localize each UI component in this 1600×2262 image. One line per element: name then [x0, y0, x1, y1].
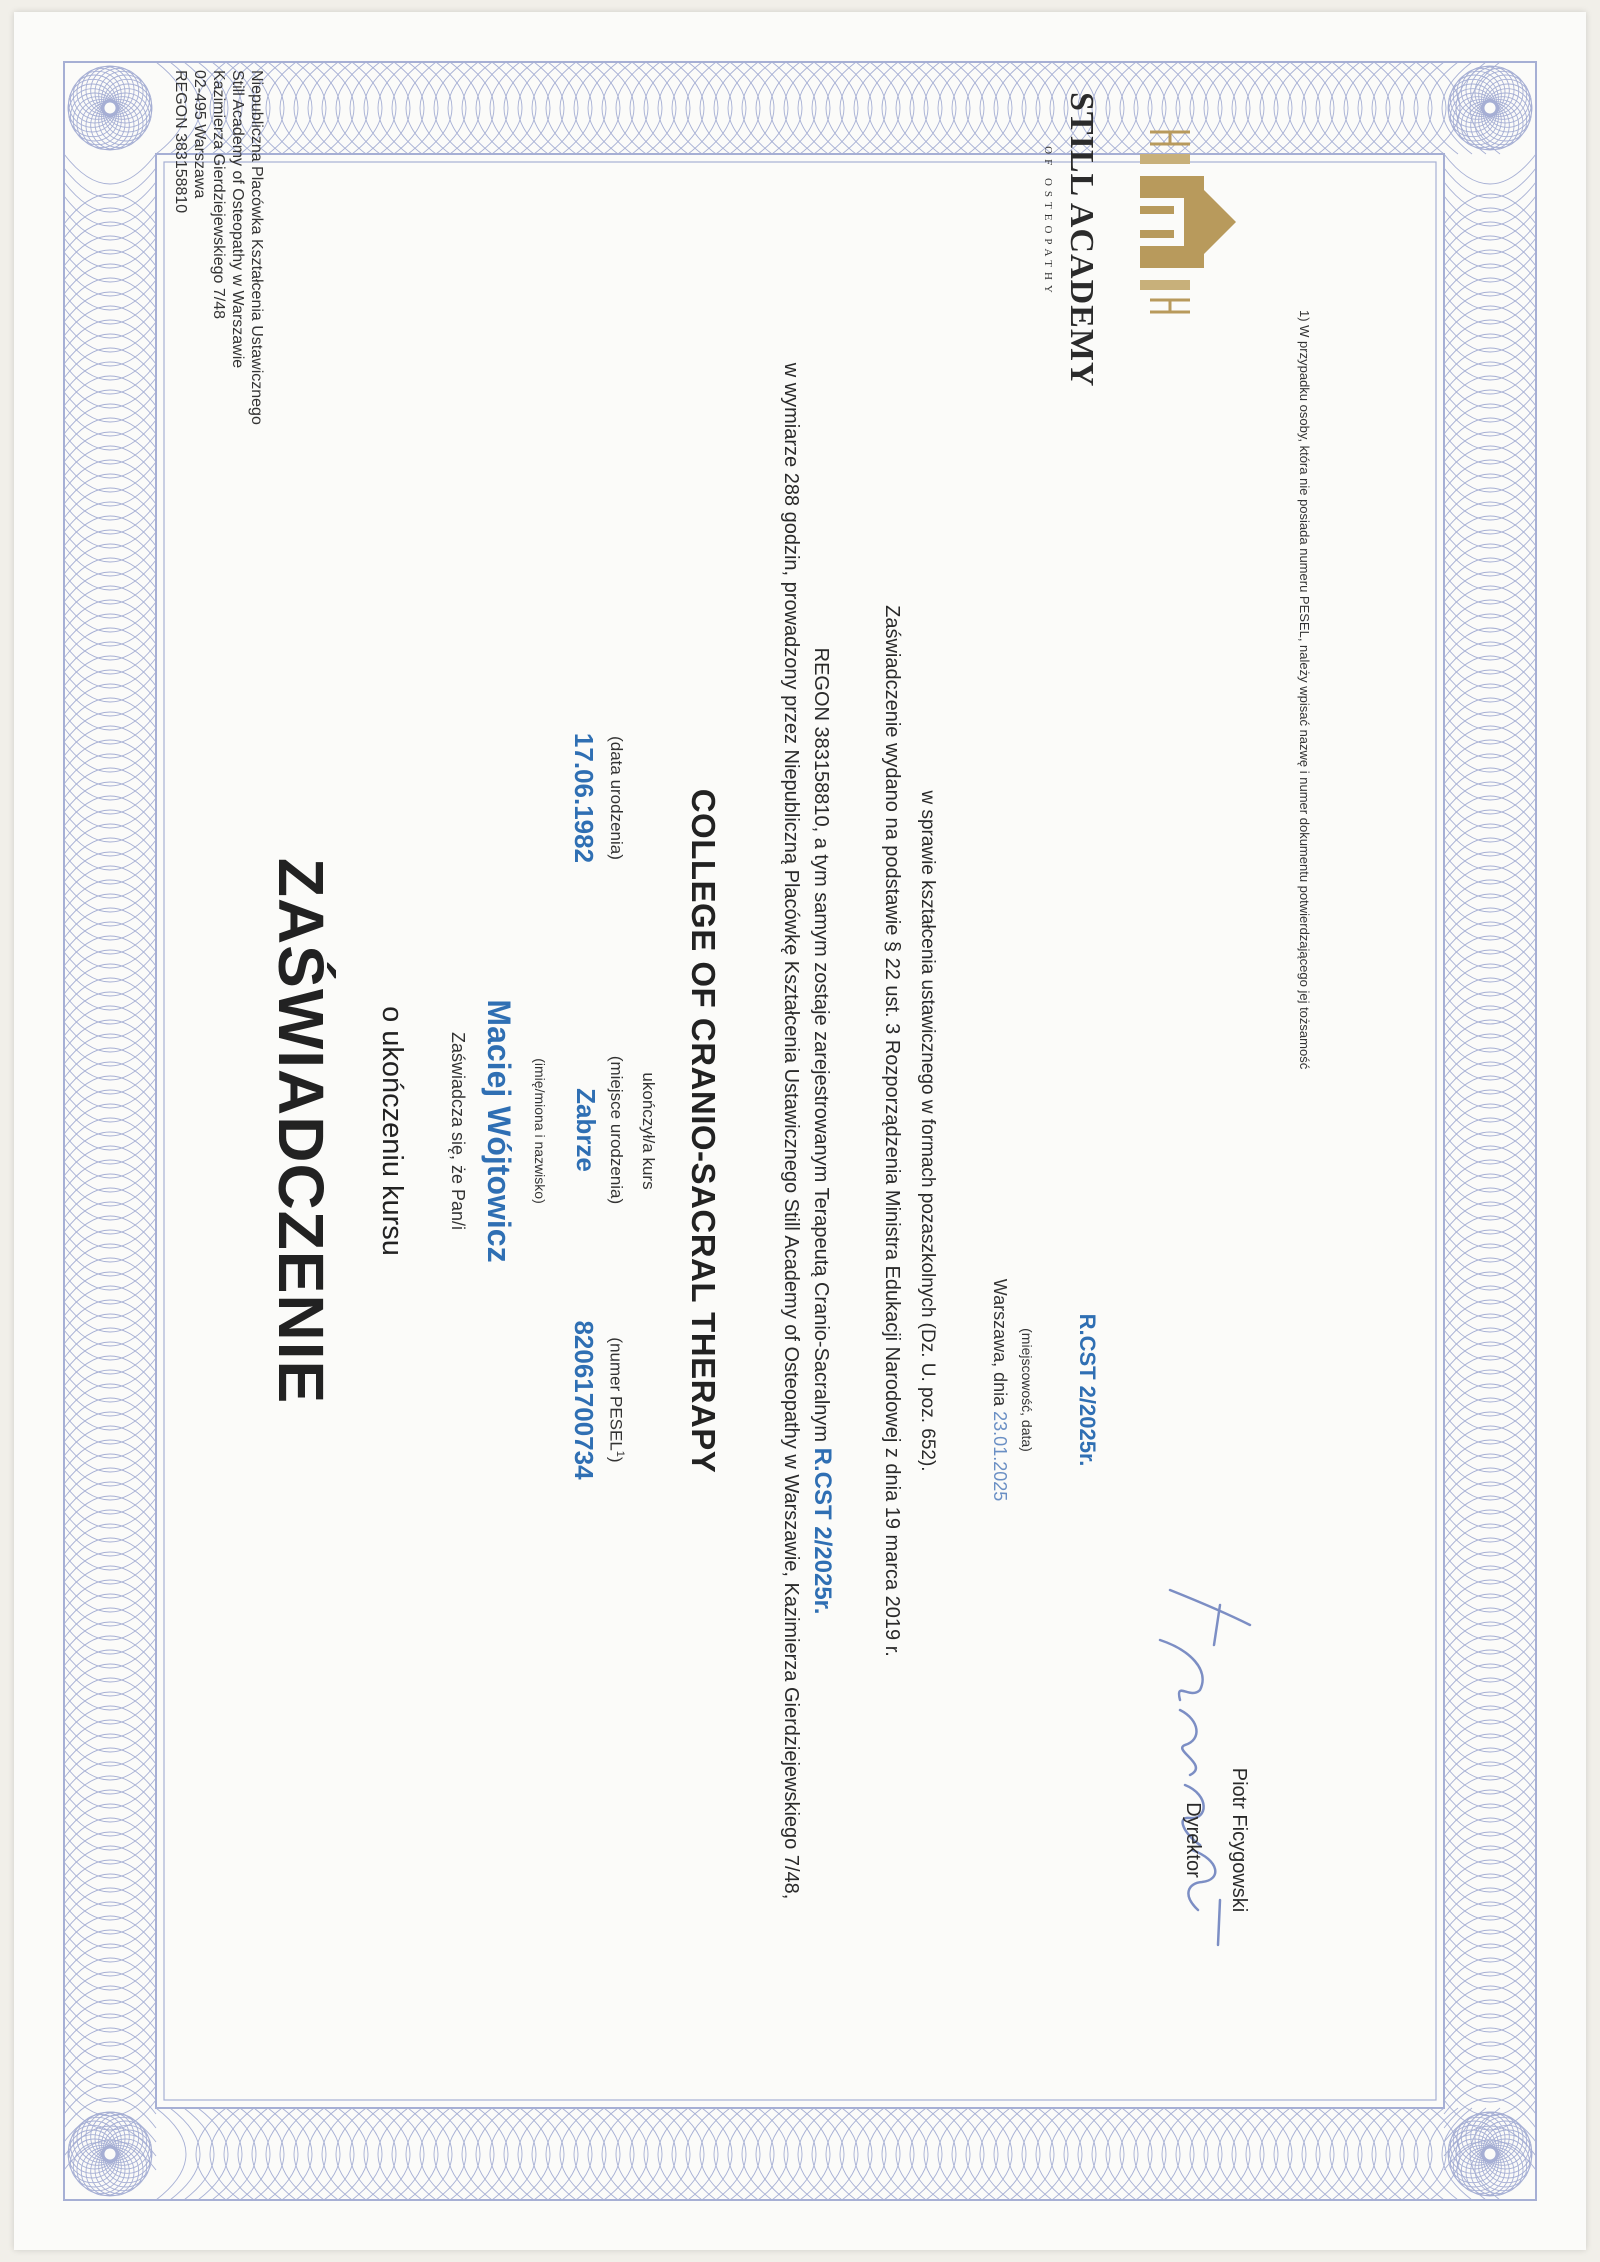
- pesel-caption-text: (numer PESEL: [606, 1337, 626, 1451]
- person-name: Maciej Wójtowicz: [481, 999, 517, 1263]
- birth-place: Zabrze: [571, 1088, 601, 1172]
- legal-basis-2: w sprawie kształcenia ustawicznego w formach pozaszkolnych (Dz. U. poz. 652).: [917, 790, 938, 1472]
- completed-text: ukończył/a kurs: [639, 1072, 658, 1190]
- footnote: [1297, 310, 1312, 1069]
- issuer-line-4: 02-495 Warszawa: [191, 70, 208, 199]
- logo-wordmark: STILL ACADEMY: [1063, 92, 1100, 388]
- pesel-footnote-mark: 1: [614, 1450, 626, 1457]
- pesel-number: 82061700734: [569, 1320, 599, 1480]
- place-date-caption: (miejscowość, data): [1019, 1328, 1035, 1452]
- director-name: Piotr Ficygowski: [1228, 1767, 1250, 1913]
- birth-date-caption: (data urodzenia): [607, 736, 626, 860]
- still-academy-logo: [1000, 92, 1300, 388]
- legal-basis-1: Zaświadczenie wydano na podstawie § 22 ust. 3 Rozporządzenia Ministra Edukacji Narodowej z dnia 19 marca 2019 r.: [881, 605, 903, 1657]
- birth-place-caption: (miejsce urodzenia): [607, 1055, 626, 1205]
- issuer-line-3: Kazimierza Gierdziejewskiego 7/48: [210, 70, 227, 319]
- logo-subtitle: OF OSTEOPATHY: [1042, 146, 1054, 298]
- certificate-title: ZAŚWIADCZENIE: [265, 857, 337, 1405]
- director-role: Dyrektor: [1182, 1802, 1204, 1878]
- issue-date: 23.01.2025: [990, 1411, 1010, 1502]
- place-date: [989, 1140, 1010, 1640]
- issuer-block: [171, 70, 266, 425]
- intro-text: Zaświadcza się, że Pan/i: [448, 1031, 468, 1231]
- issuer-line-1: Niepubliczna Placówka Kształcenia Ustawicznego: [248, 70, 265, 425]
- registration-number: R.CST 2/2025r.: [809, 1447, 836, 1615]
- pesel-caption: [605, 1250, 626, 1550]
- course-name: COLLEGE OF CRANIO-SACRAL THERAPY: [685, 788, 722, 1474]
- footnote-text: 1) W przypadku osoby, która nie posiada numeru PESEL, należy wpisać nazwę i numer dokumentu potwierdzającego jej tożsamość: [1297, 310, 1312, 1070]
- person-name-caption: (imię/miona i nazwisko): [532, 1058, 548, 1204]
- body-line-1: w wymiarze 288 godzin, prowadzony przez Niepubliczną Placówkę Kształcenia Ustawicznego Still Academy of Osteopathy w Warszawie, Kazimierza Gierdziejewskiego 7/48,: [780, 362, 802, 1900]
- body-line-2: [808, 0, 836, 2262]
- issuer-line-2: Still Academy of Osteopathy w Warszawie: [229, 70, 246, 369]
- birth-date: 17.06.1982: [569, 732, 599, 864]
- body-line-2-text: REGON 383158810, a tym samym zostaje zarejestrowanym Terapeutą Cranio-Sacralnym: [810, 647, 832, 1443]
- pesel-caption-end: ): [606, 1456, 626, 1463]
- place-date-prefix: Warszawa, dnia: [990, 1278, 1010, 1407]
- certificate-subtitle: o ukończeniu kursu: [376, 1006, 408, 1256]
- issuer-line-5: REGON 383158810: [172, 70, 189, 214]
- logo-emblem-icon: [1110, 92, 1300, 352]
- certificate-number: R.CST 2/2025r.: [1075, 1313, 1100, 1467]
